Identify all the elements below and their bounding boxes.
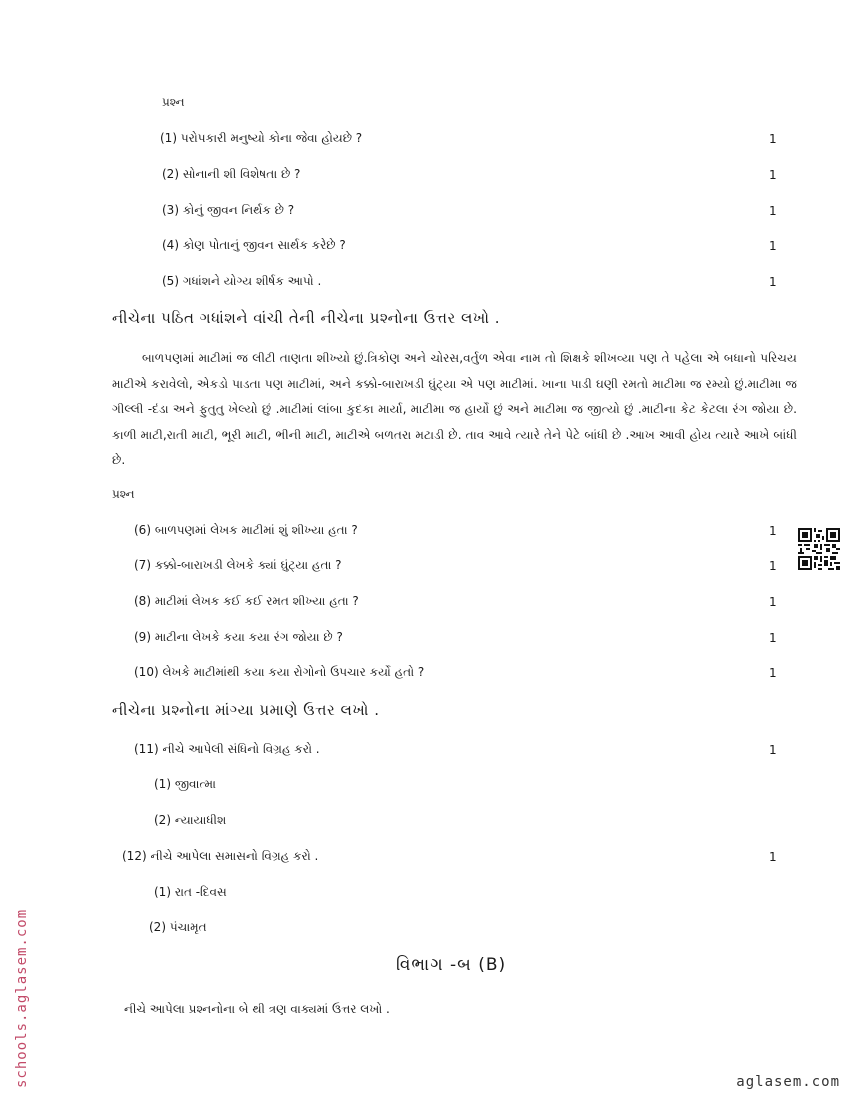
question-9-marks: 1 — [769, 631, 777, 645]
question-12-marks: 1 — [769, 850, 777, 864]
question-5-marks: 1 — [769, 275, 777, 289]
question-2-marks: 1 — [769, 168, 777, 182]
question-2: (2) સોનાની શી વિશેષતા છે ? — [162, 167, 301, 181]
question-7-marks: 1 — [769, 559, 777, 573]
question-8-marks: 1 — [769, 595, 777, 609]
heading-passage-instruction: નીચેના પઠિત ગધાંશને વાંચી તેની નીચેના પ્રશ્નોના ઉત્તર લખો . — [112, 309, 500, 327]
question-3: (3) કોનું જીવન નિર્થક છે ? — [162, 203, 295, 217]
qr-code-icon — [798, 528, 840, 570]
question-3-marks: 1 — [769, 204, 777, 218]
vertical-watermark: schools.aglasem.com — [14, 908, 30, 1088]
question-10-marks: 1 — [769, 666, 777, 680]
question-8: (8) માટીમાં લેખક કઈ કઈ રમત શીખ્યા હતા ? — [134, 594, 359, 608]
heading-grammar-instruction: નીચેના પ્રશ્નોના માંગ્યા પ્રમાણે ઉત્તર લખો . — [112, 701, 380, 719]
question-10: (10) લેખકે માટીમાંથી કયા કયા રોગોનો ઉપચાર કર્યો હતો ? — [134, 665, 425, 679]
question-6: (6) બાળપણમાં લેખક માટીમાં શું શીખ્યા હતા ? — [134, 523, 358, 537]
question-7: (7) કક્કો-બારાખડી લેખકે ક્યાં ઘુંટ્યા હતા ? — [134, 558, 342, 572]
question-11-item-2: (2) ન્યાયાધીશ — [154, 813, 227, 827]
question-11: (11) નીચે આપેલી સંધિનો વિગ્રહ કરો . — [134, 742, 320, 756]
question-12-item-2: (2) પંચામૃત — [149, 920, 207, 934]
section-label: પ્રશ્ન — [162, 95, 185, 109]
question-12-item-1: (1) રાત -દિવસ — [154, 885, 227, 899]
section-label-2: પ્રશ્ન — [112, 487, 135, 501]
question-1: (1) પરોપકારી મનુષ્યો કોના જેવા હોયછે ? — [160, 131, 363, 145]
question-1-marks: 1 — [769, 132, 777, 146]
section-b-instruction: નીચે આપેલા પ્રશ્નનોના બે થી ત્રણ વાક્યમાં ઉત્તર લખો . — [124, 1002, 390, 1016]
question-11-marks: 1 — [769, 743, 777, 757]
question-4-marks: 1 — [769, 239, 777, 253]
question-11-item-1: (1) જીવાત્મા — [154, 777, 216, 791]
section-b-title: વિભાગ -બ (B) — [396, 955, 507, 975]
question-9: (9) માટીના લેખકે કયા કયા રંગ જોયા છે ? — [134, 630, 343, 644]
question-12: (12) નીચે આપેલા સમાસનો વિગ્રહ કરો . — [122, 849, 319, 863]
passage-paragraph: બાળપણમાં માટીમાં જ લીટી તાણતા શીખ્યો છું.ત્રિકોણ અને ચોરસ,વર્તુળ એવા નામ તો શિક્ષકે શીખવ્યા પણ તે પહેલા એ બધાનો પરિચય માટીએ કરાવેલો, એકડો પાડતા પણ માટીમાં, અને કક્કો-બારાખડી ઘુંટ્યા એ પણ માટીમાં. ખાના પાડી ઘણી રમતો માટીમા જ રમ્યો છું.માટીમા જ ગીલ્લી -દંડા અને ફુતુતુ ખેલ્યો છું .માટીમાં લાંબા કુદકા માર્યા, માટીમા જ હાર્યો છું અને માટીમા જ જીત્યો છું .માટીના કેટ કેટલા રંગ જોયા છે. કાળી માટી,રાતી માટી, ભૂરી માટી, ભીની માટી, માટીએ બળતરા મટાડી છે. તાવ આવે ત્યારે તેને પેટે બાંધી છે .આખ આવી હોય ત્યારે આખે બાંધી છે. — [112, 351, 797, 467]
question-5: (5) ગધાંશને યોગ્ય શીર્ષક આપો . — [162, 274, 322, 288]
question-6-marks: 1 — [769, 524, 777, 538]
question-4: (4) કોણ પોતાનું જીવન સાર્થક કરેછે ? — [162, 238, 346, 252]
footer-watermark: aglasem.com — [736, 1074, 840, 1090]
